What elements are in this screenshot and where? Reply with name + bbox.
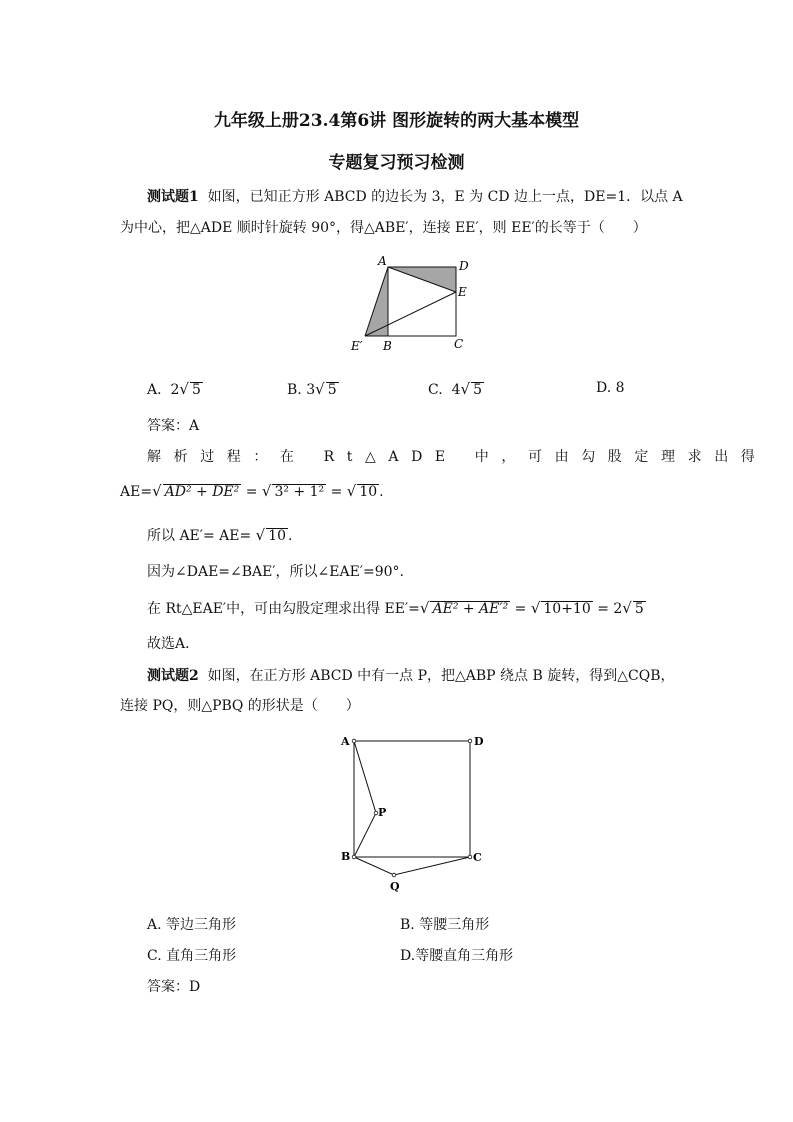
q1-text-line2: 为中心，把△ADE 顺时针旋转 90°，得△ABE′，连接 EE′，则 EE′的长等于（ ） (120, 220, 647, 236)
page-subtitle: 专题复习预习检测 (328, 153, 465, 173)
q1-option-a[interactable]: A. 2√ 5 (147, 380, 201, 398)
q1-label-c: C (454, 337, 464, 351)
q2-figure (330, 728, 500, 898)
q2-option-a[interactable]: A. 等边三角形 (147, 917, 237, 933)
q2-point-b (352, 855, 356, 859)
q2-point-a (352, 739, 356, 743)
q2-label-c: C (473, 851, 482, 864)
q1-option-d[interactable]: D. 8 (596, 380, 625, 396)
q1-label-e-prime: E′ (351, 339, 363, 353)
q1-solution-line4: 因为∠DAE=∠BAE′，所以∠EAE′=90°. (147, 564, 404, 580)
q1-solution-ae: AE=√ AD² + DE² = √ 3² + 1² = √ 10 . (120, 482, 384, 500)
q2-label-a: A (341, 735, 350, 748)
q1-label: 测试题1 (147, 189, 199, 205)
q1-label-e: E (458, 285, 467, 299)
q2-option-b[interactable]: B. 等腰三角形 (400, 917, 490, 933)
q1-label-d: D (459, 259, 469, 273)
q2-triangle-abp (354, 741, 376, 857)
q1-solution-intro: 解析过程：在 Rt△ADE 中，可由勾股定理求出得 (147, 449, 768, 465)
q1-option-c[interactable]: C. 4√ 5 (428, 380, 482, 398)
q2-option-d[interactable]: D.等腰直角三角形 (400, 948, 514, 964)
q1-conclusion: 故选A． (147, 636, 200, 652)
q2-label: 测试题2 (147, 668, 199, 684)
q2-text-line1: 如图，在正方形 ABCD 中有一点 P，把△ABP 绕点 B 旋转，得到△CQB， (207, 668, 675, 684)
q2-point-d (468, 739, 472, 743)
q1-figure (340, 250, 480, 360)
q1-option-b[interactable]: B. 3√ 5 (287, 380, 337, 398)
q1-label-a: A (378, 254, 387, 268)
q2-question (147, 665, 675, 685)
q1-label-b: B (383, 339, 392, 353)
q2-label-b: B (341, 850, 351, 863)
q2-label-q: Q (390, 880, 400, 893)
q2-point-q (392, 873, 396, 877)
q2-point-c (468, 855, 472, 859)
q2-triangle-cqb (354, 857, 470, 875)
q1-question (147, 186, 683, 206)
q2-option-c[interactable]: C. 直角三角形 (147, 948, 237, 964)
page-title: 九年级上册23.4第6讲 图形旋转的两大基本模型 (213, 111, 580, 131)
q1-solution-line5: 在 Rt△EAE′中，可由勾股定理求出得 EE′=√ AE² + AE′² = √ 10+10 = 2√ 5 (147, 599, 644, 617)
q2-text-line2: 连接 PQ，则△PBQ 的形状是（ ） (120, 698, 360, 714)
q2-label-p: P (378, 806, 387, 819)
q1-solution-line3: 所以 AE′= AE= √ 10 . (147, 526, 293, 544)
q2-label-d: D (474, 735, 484, 748)
q1-text-line1: 如图，已知正方形 ABCD 的边长为 3，E 为 CD 边上一点，DE=1．以点 A (207, 189, 683, 205)
q1-answer: 答案：A (147, 418, 200, 434)
q2-answer: 答案：D (147, 979, 201, 995)
